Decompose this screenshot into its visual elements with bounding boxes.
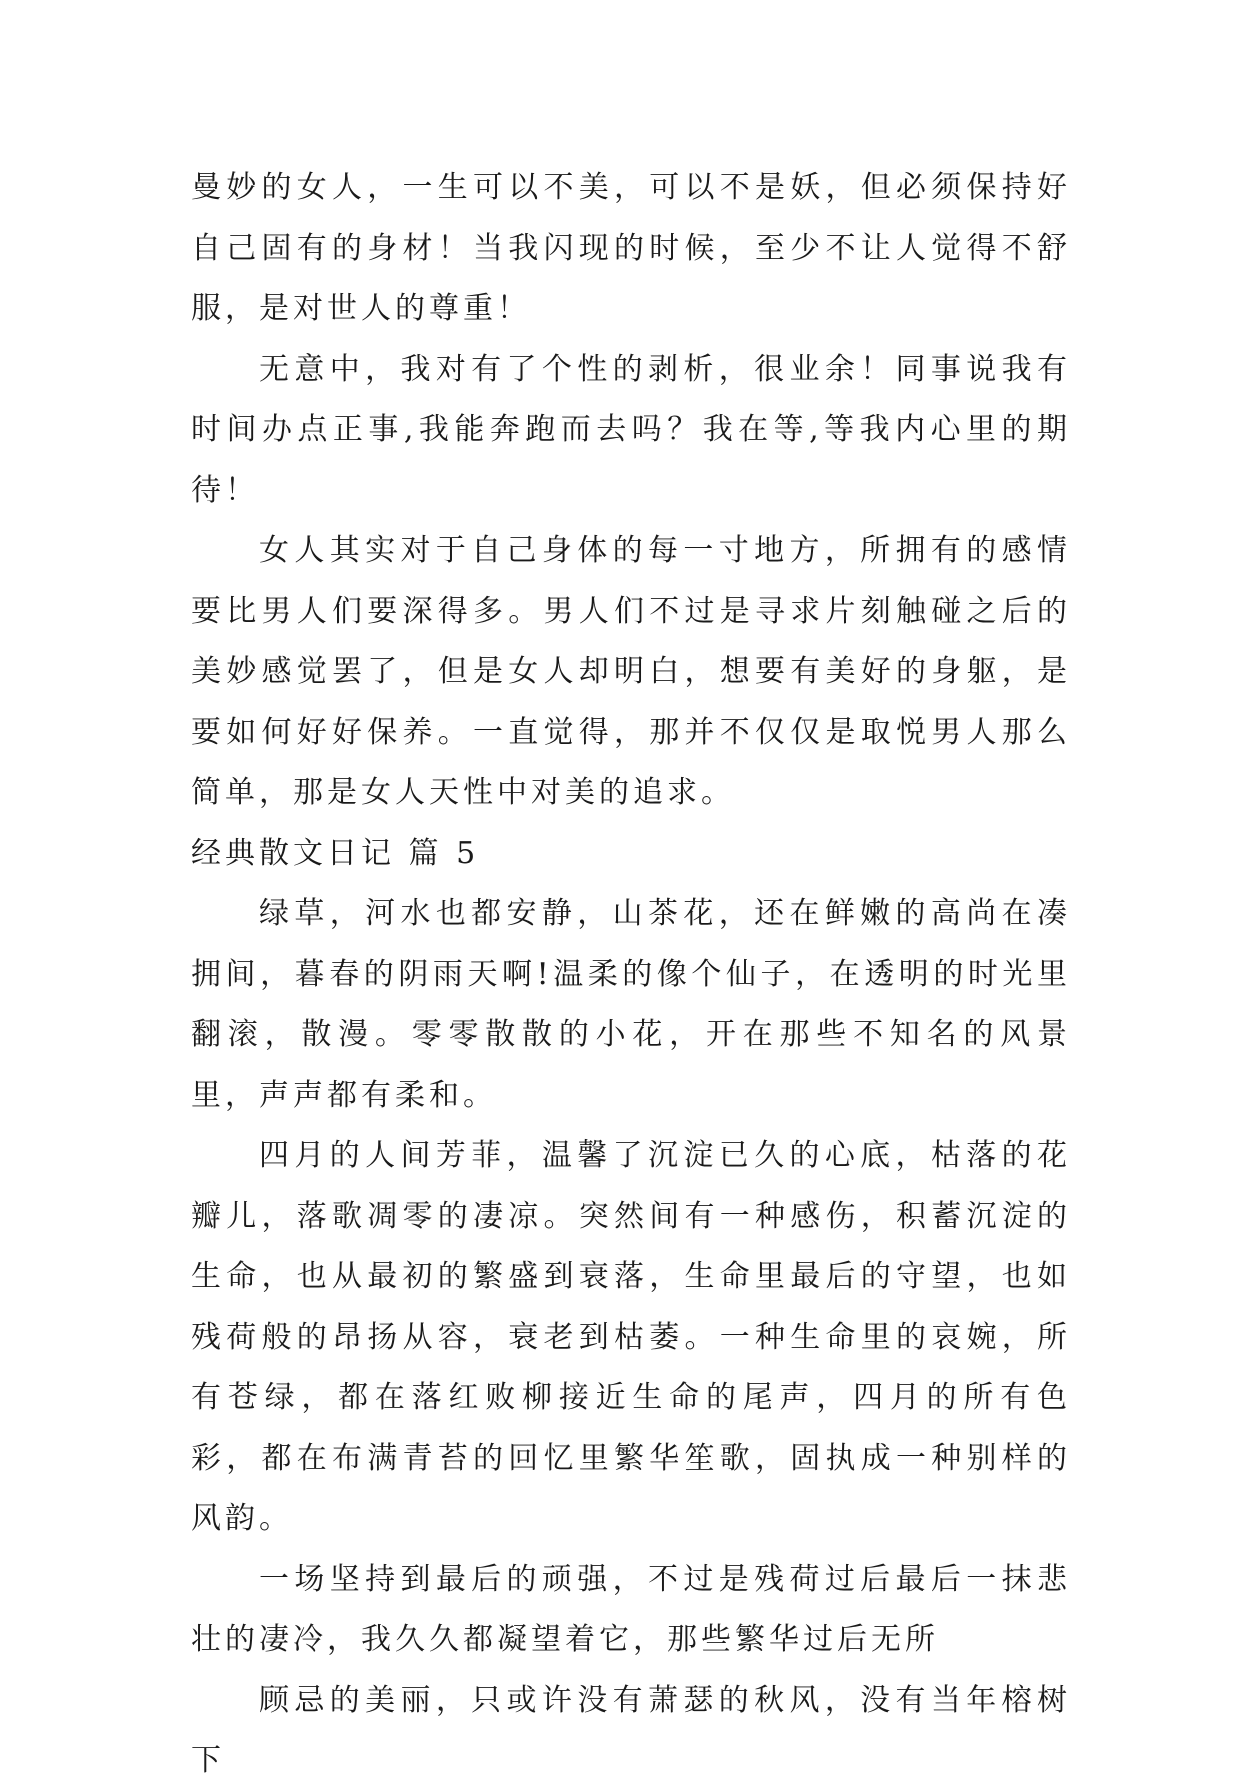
document-body (191, 158, 1071, 1792)
section-title: 经典散文日记 篇 5 (191, 835, 480, 871)
section-paragraph-4: 顾忌的美丽，只或许没有萧瑟的秋风，没有当年榕树下 (191, 1682, 1071, 1778)
paragraph-3: 女人其实对于自己身体的每一寸地方，所拥有的感情要比男人们要深得多。男人们不过是寻求片刻触碰之后的美妙感觉罢了，但是女人却明白，想要有美好的身躯，是要如何好好保养。一直觉得，那并不仅仅是取悦男人那么简单，那是女人天性中对美的追求。 (191, 533, 1071, 810)
paragraph-2: 无意中，我对有了个性的剥析，很业余！同事说我有时间办点正事,我能奔跑而去吗？我在等,等我内心里的期待！ (191, 351, 1071, 508)
section-paragraph-1: 绿草，河水也都安静，山茶花，还在鲜嫩的高尚在凑拥间，暮春的阴雨天啊!温柔的像个仙子，在透明的时光里翻滚，散漫。零零散散的小花，开在那些不知名的风景里，声声都有柔和。 (191, 896, 1071, 1113)
section-paragraph-3: 一场坚持到最后的顽强，不过是残荷过后最后一抹悲壮的凄冷，我久久都凝望着它，那些繁华过后无所 (191, 1561, 1071, 1657)
section-paragraph-2: 四月的人间芳菲，温馨了沉淀已久的心底，枯落的花瓣儿，落歌凋零的凄凉。突然间有一种感伤，积蓄沉淀的生命，也从最初的繁盛到衰落，生命里最后的守望，也如残荷般的昂扬从容，衰老到枯萎。一种生命里的哀婉，所有苍绿，都在落红败柳接近生命的尾声，四月的所有色彩，都在布满青苔的回忆里繁华笙歌，固执成一种别样的风韵。 (191, 1138, 1071, 1536)
paragraph-1: 曼妙的女人，一生可以不美，可以不是妖，但必须保持好自己固有的身材！当我闪现的时候，至少不让人觉得不舒服，是对世人的尊重！ (191, 170, 1071, 326)
